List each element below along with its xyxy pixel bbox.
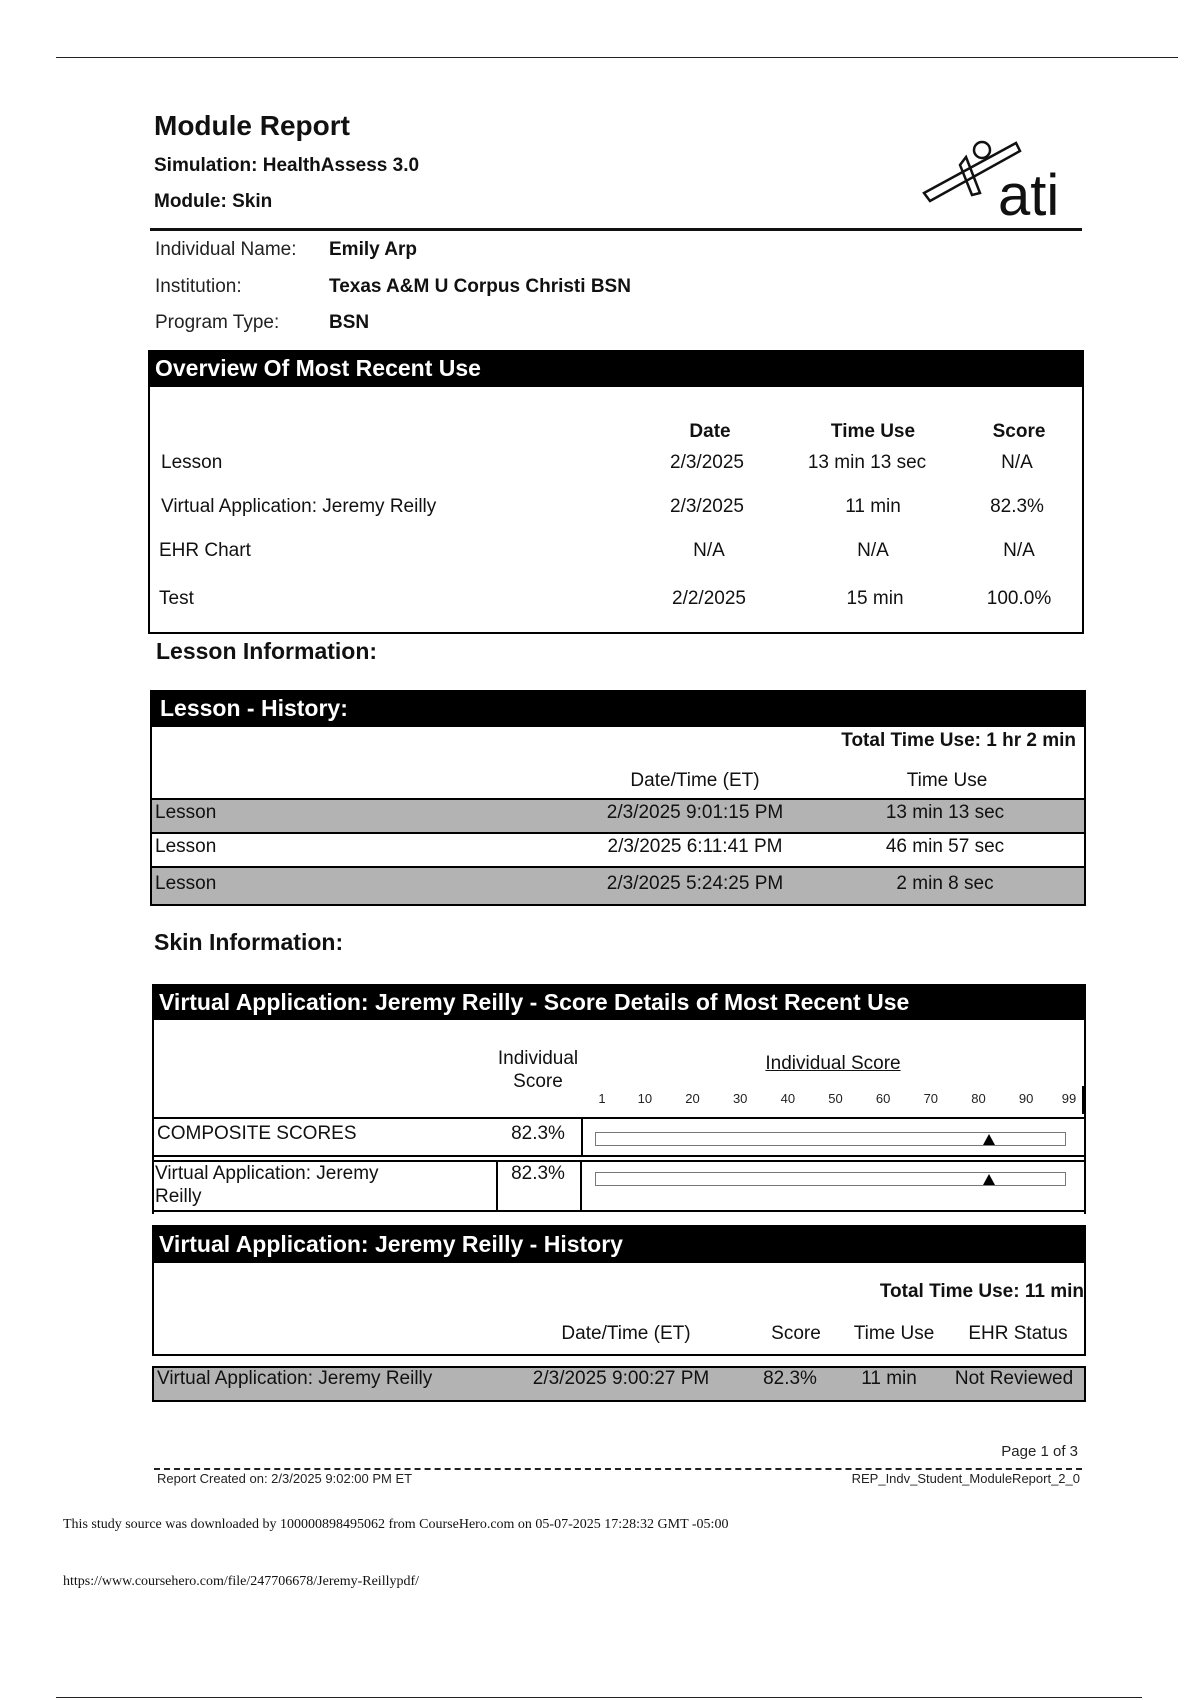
overview-row-test-date: 2/2/2025 (672, 588, 746, 609)
va-row-right-edge (1084, 1162, 1086, 1210)
va-col-score: Score (771, 1323, 821, 1344)
lesson-total-time: Total Time Use: 1 hr 2 min (841, 730, 1076, 751)
overview-row-va-time: 11 min (845, 496, 901, 517)
overview-col-score: Score (992, 421, 1046, 442)
footer-dotted-rule (154, 1468, 1082, 1470)
va-total-time: Total Time Use: 11 min (879, 1281, 1084, 1302)
overview-row-ehr-score: N/A (1003, 540, 1035, 561)
score-details-heading: Virtual Application: Jeremy Reilly - Score Details of Most Recent Use (152, 984, 1086, 1020)
lesson-row-1-datetime: 2/3/2025 9:01:15 PM (606, 802, 784, 823)
name-value: Emily Arp (329, 239, 417, 260)
scale-tick-90: 90 (1018, 1091, 1034, 1106)
scale-tick-60: 60 (875, 1091, 891, 1106)
lesson-info-label: Lesson Information: (156, 638, 378, 664)
institution-value: Texas A&M U Corpus Christi BSN (329, 276, 631, 297)
composite-score: 82.3% (511, 1123, 565, 1144)
top-rule (56, 57, 1178, 58)
va-score-name-line2: Reilly (155, 1186, 202, 1207)
name-label: Individual Name: (155, 239, 297, 260)
va-score-name: Virtual Application: Jeremy (155, 1163, 379, 1184)
overview-row-va-date: 2/3/2025 (670, 496, 744, 517)
lesson-row-2-datetime: 2/3/2025 6:11:41 PM (607, 836, 783, 857)
overview-row-lesson-time: 13 min 13 sec (807, 452, 927, 473)
report-created: Report Created on: 2/3/2025 9:02:00 PM ET (157, 1471, 413, 1486)
lesson-row-3-time: 2 min 8 sec (896, 873, 994, 894)
va-history-heading: Virtual Application: Jeremy Reilly - History (152, 1225, 1086, 1263)
program-label: Program Type: (155, 312, 280, 333)
scale-tick-80: 80 (971, 1091, 986, 1106)
overview-row-ehr-date: N/A (693, 540, 725, 561)
overview-box (148, 350, 1084, 634)
lesson-row-3-datetime: 2/3/2025 5:24:25 PM (606, 873, 784, 894)
composite-score-marker (983, 1134, 995, 1145)
scale-tick-70: 70 (923, 1091, 939, 1106)
report-title: Module Report (154, 110, 350, 141)
lesson-row-1-time: 13 min 13 sec (885, 802, 1005, 823)
lesson-row-1-name: Lesson (155, 802, 217, 823)
module-label: Module: Skin (154, 191, 273, 212)
va-history-row-score: 82.3% (763, 1368, 817, 1389)
download-note: This study source was downloaded by 100000898495062 from CourseHero.com on 05-07-2025 17:28:32 GMT -05:00 (63, 1517, 729, 1532)
overview-col-time: Time Use (830, 421, 916, 442)
skin-info-label: Skin Information: (154, 929, 344, 955)
va-history-row-time: 11 min (861, 1368, 917, 1389)
overview-row-test-score: 100.0% (986, 588, 1052, 609)
lesson-history-heading: Lesson - History: (150, 690, 1086, 727)
lesson-row-2-name: Lesson (155, 836, 217, 857)
overview-row-lesson-score: N/A (1001, 452, 1033, 473)
overview-row-test: Test (159, 588, 194, 609)
overview-row-lesson-date: 2/3/2025 (670, 452, 744, 473)
ati-logo (920, 135, 1070, 225)
scale-end-mark (1082, 1086, 1085, 1114)
va-score-marker (983, 1174, 995, 1185)
va-col-time: Time Use (853, 1323, 935, 1344)
scale-tick-99: 99 (1061, 1091, 1077, 1106)
scale-tick-10: 10 (637, 1091, 653, 1106)
va-history-row-datetime: 2/3/2025 9:00:27 PM (532, 1368, 710, 1389)
va-score-value: 82.3% (511, 1163, 565, 1184)
report-id: REP_Indv_Student_ModuleReport_2_0 (851, 1471, 1080, 1486)
scale-tick-1: 1 (598, 1091, 606, 1106)
header-divider (150, 228, 1082, 231)
va-history-row-status: Not Reviewed (954, 1368, 1074, 1389)
page-number: Page 1 of 3 (1001, 1443, 1078, 1460)
lesson-row-3-name: Lesson (155, 873, 217, 894)
overview-row-ehr-time: N/A (857, 540, 889, 561)
bottom-rule (56, 1697, 1142, 1698)
overview-row-va-score: 82.3% (990, 496, 1044, 517)
composite-name: COMPOSITE SCORES (157, 1123, 357, 1144)
overview-row-test-time: 15 min (846, 588, 904, 609)
scale-tick-20: 20 (685, 1091, 700, 1106)
individual-score-col-line1: Individual (497, 1048, 579, 1069)
individual-score-col-line2: Score (513, 1071, 563, 1092)
overview-col-date: Date (689, 421, 731, 442)
lesson-col-datetime: Date/Time (ET) (630, 770, 760, 791)
source-url[interactable]: https://www.coursehero.com/file/247706678/Jeremy-Reillypdf/ (63, 1574, 420, 1589)
overview-row-ehr: EHR Chart (159, 540, 251, 561)
va-history-row-name: Virtual Application: Jeremy Reilly (157, 1368, 433, 1389)
scale-tick-40: 40 (780, 1091, 796, 1106)
simulation-label: Simulation: HealthAssess 3.0 (154, 155, 420, 176)
lesson-row-2-time: 46 min 57 sec (885, 836, 1005, 857)
lesson-col-time: Time Use (906, 770, 988, 791)
overview-heading: Overview Of Most Recent Use (148, 350, 1084, 387)
program-value: BSN (329, 312, 370, 333)
va-col-datetime: Date/Time (ET) (561, 1323, 691, 1344)
scale-tick-50: 50 (828, 1091, 843, 1106)
institution-label: Institution: (155, 276, 242, 297)
overview-row-lesson: Lesson (161, 452, 223, 473)
scale-title: Individual Score (765, 1053, 901, 1074)
scale-tick-30: 30 (732, 1091, 748, 1106)
logo-text: ati (998, 163, 1060, 225)
va-col-status: EHR Status (968, 1323, 1068, 1344)
overview-row-va: Virtual Application: Jeremy Reilly (161, 496, 437, 517)
